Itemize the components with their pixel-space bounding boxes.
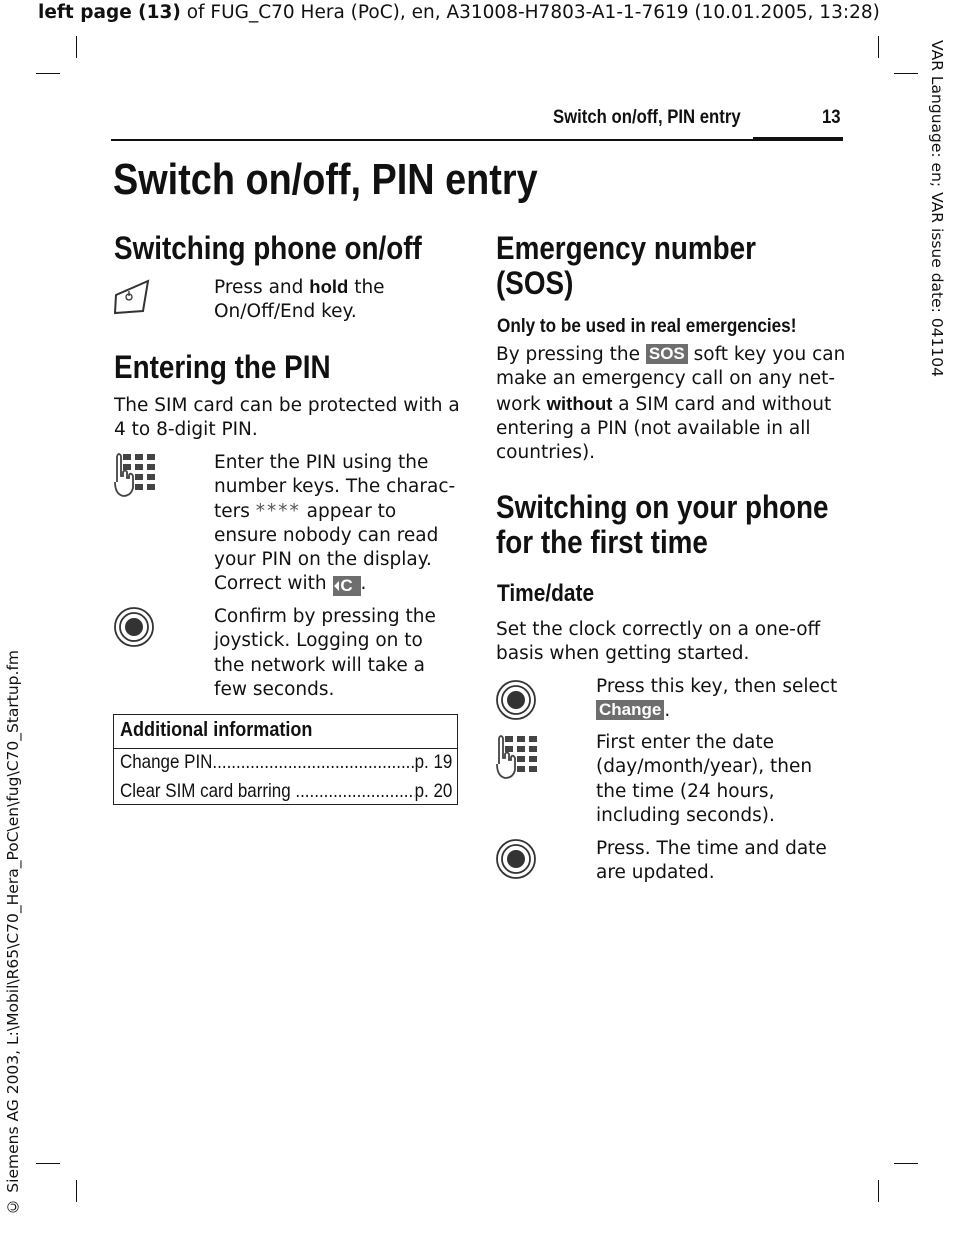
running-head-title: Switch on/off, PIN entry [553,107,741,128]
crop-mark [76,1180,77,1202]
crop-mark [36,73,60,74]
section-heading-sos: Emergency number (SOS) [496,230,756,301]
header-rule [111,139,843,141]
crop-mark [36,1163,60,1164]
end-key-icon [113,279,151,315]
crop-mark [76,36,77,58]
side-info-left: © Siemens AG 2003, L:\Mobil\R65\C70_Hera_PoC\en\fug\C70_Startup.fm [4,650,22,1216]
additional-info-box [113,714,458,805]
time-step-enter: First enter the date (day/month/year), then the time (24 hours, including seconds). [596,732,813,826]
subheading-time-date: Time/date [497,580,595,607]
section-heading-switching: Switching phone on/off [114,230,422,266]
leader-dots [295,780,414,803]
joystick-icon [495,679,537,721]
pin-step-confirm: Confirm by pressing the joystick. Logging on to the network will take a few seconds. [214,606,436,700]
pin-step-enter: Enter the PIN using the number keys. The charac- ters **** appear to ensure nobody can read your PIN on the display. Correct with C . [214,452,456,596]
crop-mark [878,36,879,58]
leader-dots [212,751,414,774]
info-box-heading: Additional information [120,718,313,741]
switching-instruction: Press and hold the On/Off/End key. [214,276,385,323]
pin-intro: The SIM card can be protected with a 4 to 8-digit PIN. [114,395,460,441]
crop-mark [878,1180,879,1202]
time-step-select: Press this key, then select Change . [596,676,838,722]
side-info-right: VAR Language: en; VAR issue date: 041104 [928,40,946,377]
slug-line: left page (13) of FUG_C70 Hera (PoC), en, A31008-H7803-A1-1-7619 (10.01.2005, 13:28) [38,2,880,23]
sos-warning: Only to be used in real emergencies! [497,315,797,337]
info-row-clear-sim[interactable]: Clear SIM card barring ..... p. 20 [120,780,452,803]
running-head-page-number: 13 [822,107,841,128]
joystick-icon [113,606,155,648]
change-softkey: Change [596,700,664,720]
time-step-confirm: Press. The time and date are updated. [596,838,827,884]
info-row-change-pin[interactable]: Change PIN ..... p. 19 [120,751,452,774]
crop-mark [894,1163,918,1164]
section-heading-pin: Entering the PIN [114,349,331,385]
page-title: Switch on/off, PIN entry [113,155,538,204]
time-date-intro: Set the clock correctly on a one-off basis when getting started. [496,619,821,665]
header-rule-accent [753,137,843,141]
clear-key-icon: C [333,576,361,596]
info-box-rule [114,748,457,749]
keypad-icon [113,452,157,498]
joystick-icon [495,838,537,880]
crop-mark [894,73,918,74]
keypad-icon [495,734,539,780]
section-heading-first-time: Switching on your phone for the first time [496,489,829,560]
sos-softkey: SOS [646,344,688,364]
sos-paragraph: By pressing the SOS soft key you can make an emergency call on any net- work without a SIM card and without entering a PIN (not available in all countries). [496,344,846,464]
